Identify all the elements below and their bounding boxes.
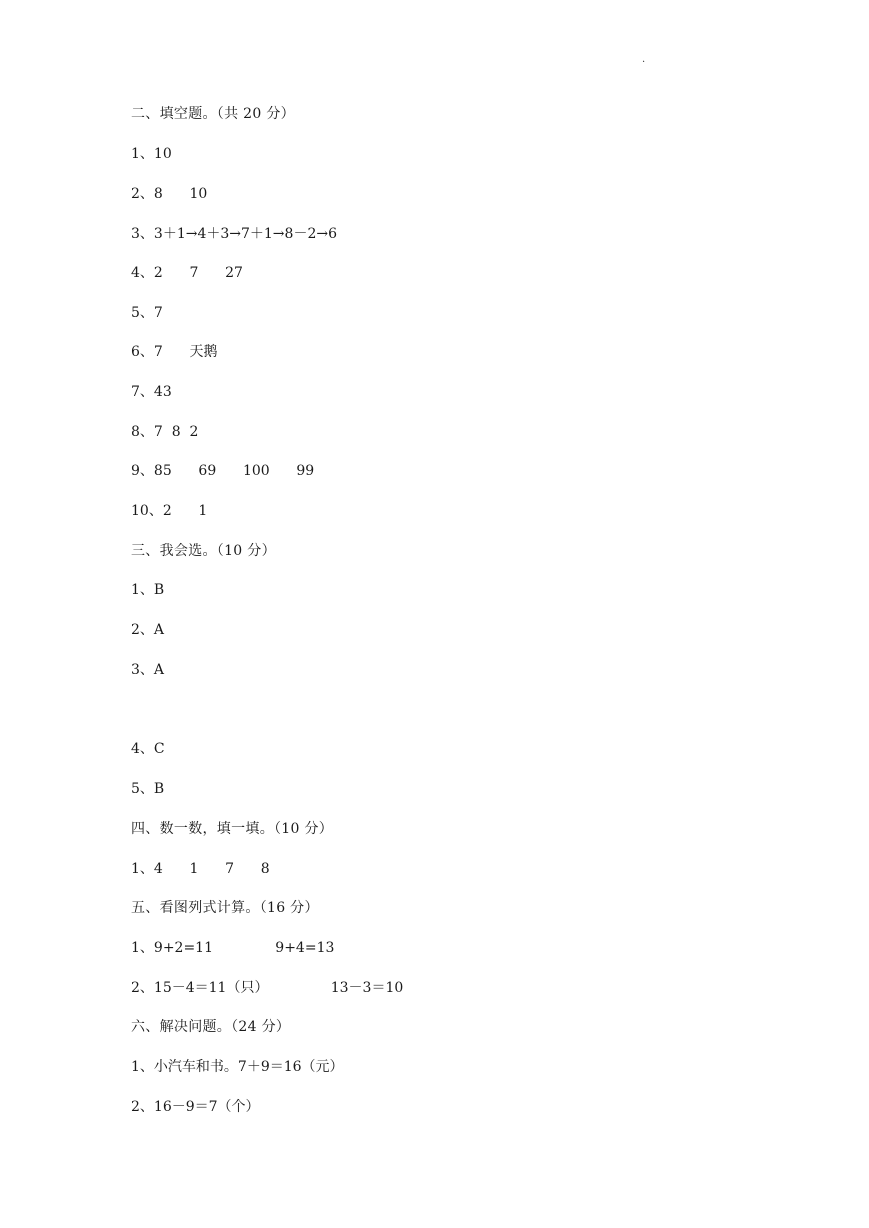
section-heading-problems: 六、解决问题。（24 分） [131, 1019, 291, 1035]
answer-line: 8、7 8 2 [131, 424, 199, 440]
answer-line: 4、2 7 27 [131, 265, 243, 281]
answer-line: 2、15－4＝11（只） 13－3＝10 [131, 980, 404, 996]
answer-line: 2、8 10 [131, 186, 208, 202]
answer-line: 10、2 1 [131, 503, 208, 519]
answer-line: 5、B [131, 781, 165, 797]
answer-line: 1、4 1 7 8 [131, 861, 270, 877]
answer-line: 1、B [131, 582, 165, 598]
answer-line: 6、7 天鹅 [131, 344, 218, 360]
section-heading-fill-blank: 二、填空题。（共 20 分） [131, 106, 295, 122]
section-heading-count: 四、数一数，填一填。（10 分） [131, 821, 334, 837]
section-heading-picture-calc: 五、看图列式计算。（16 分） [131, 900, 319, 916]
answer-line: 2、A [131, 622, 165, 638]
answer-line: 1、9+2=11 9+4=13 [131, 940, 335, 956]
answer-line: 5、7 [131, 305, 163, 321]
answer-line: 7、43 [131, 384, 172, 400]
answer-line: 2、16－9＝7（个） [131, 1099, 260, 1115]
section-heading-choice: 三、我会选。（10 分） [131, 543, 276, 559]
answer-line: 1、小汽车和书。7＋9＝16（元） [131, 1059, 344, 1075]
answer-line: 3、A [131, 662, 165, 678]
answer-line: 4、C [131, 741, 165, 757]
answer-line: 3、3＋1→4＋3→7＋1→8－2→6 [131, 226, 337, 242]
answer-line: 1、10 [131, 146, 172, 162]
corner-dot-mark: . [642, 54, 646, 65]
answer-line: 9、85 69 100 99 [131, 463, 315, 479]
